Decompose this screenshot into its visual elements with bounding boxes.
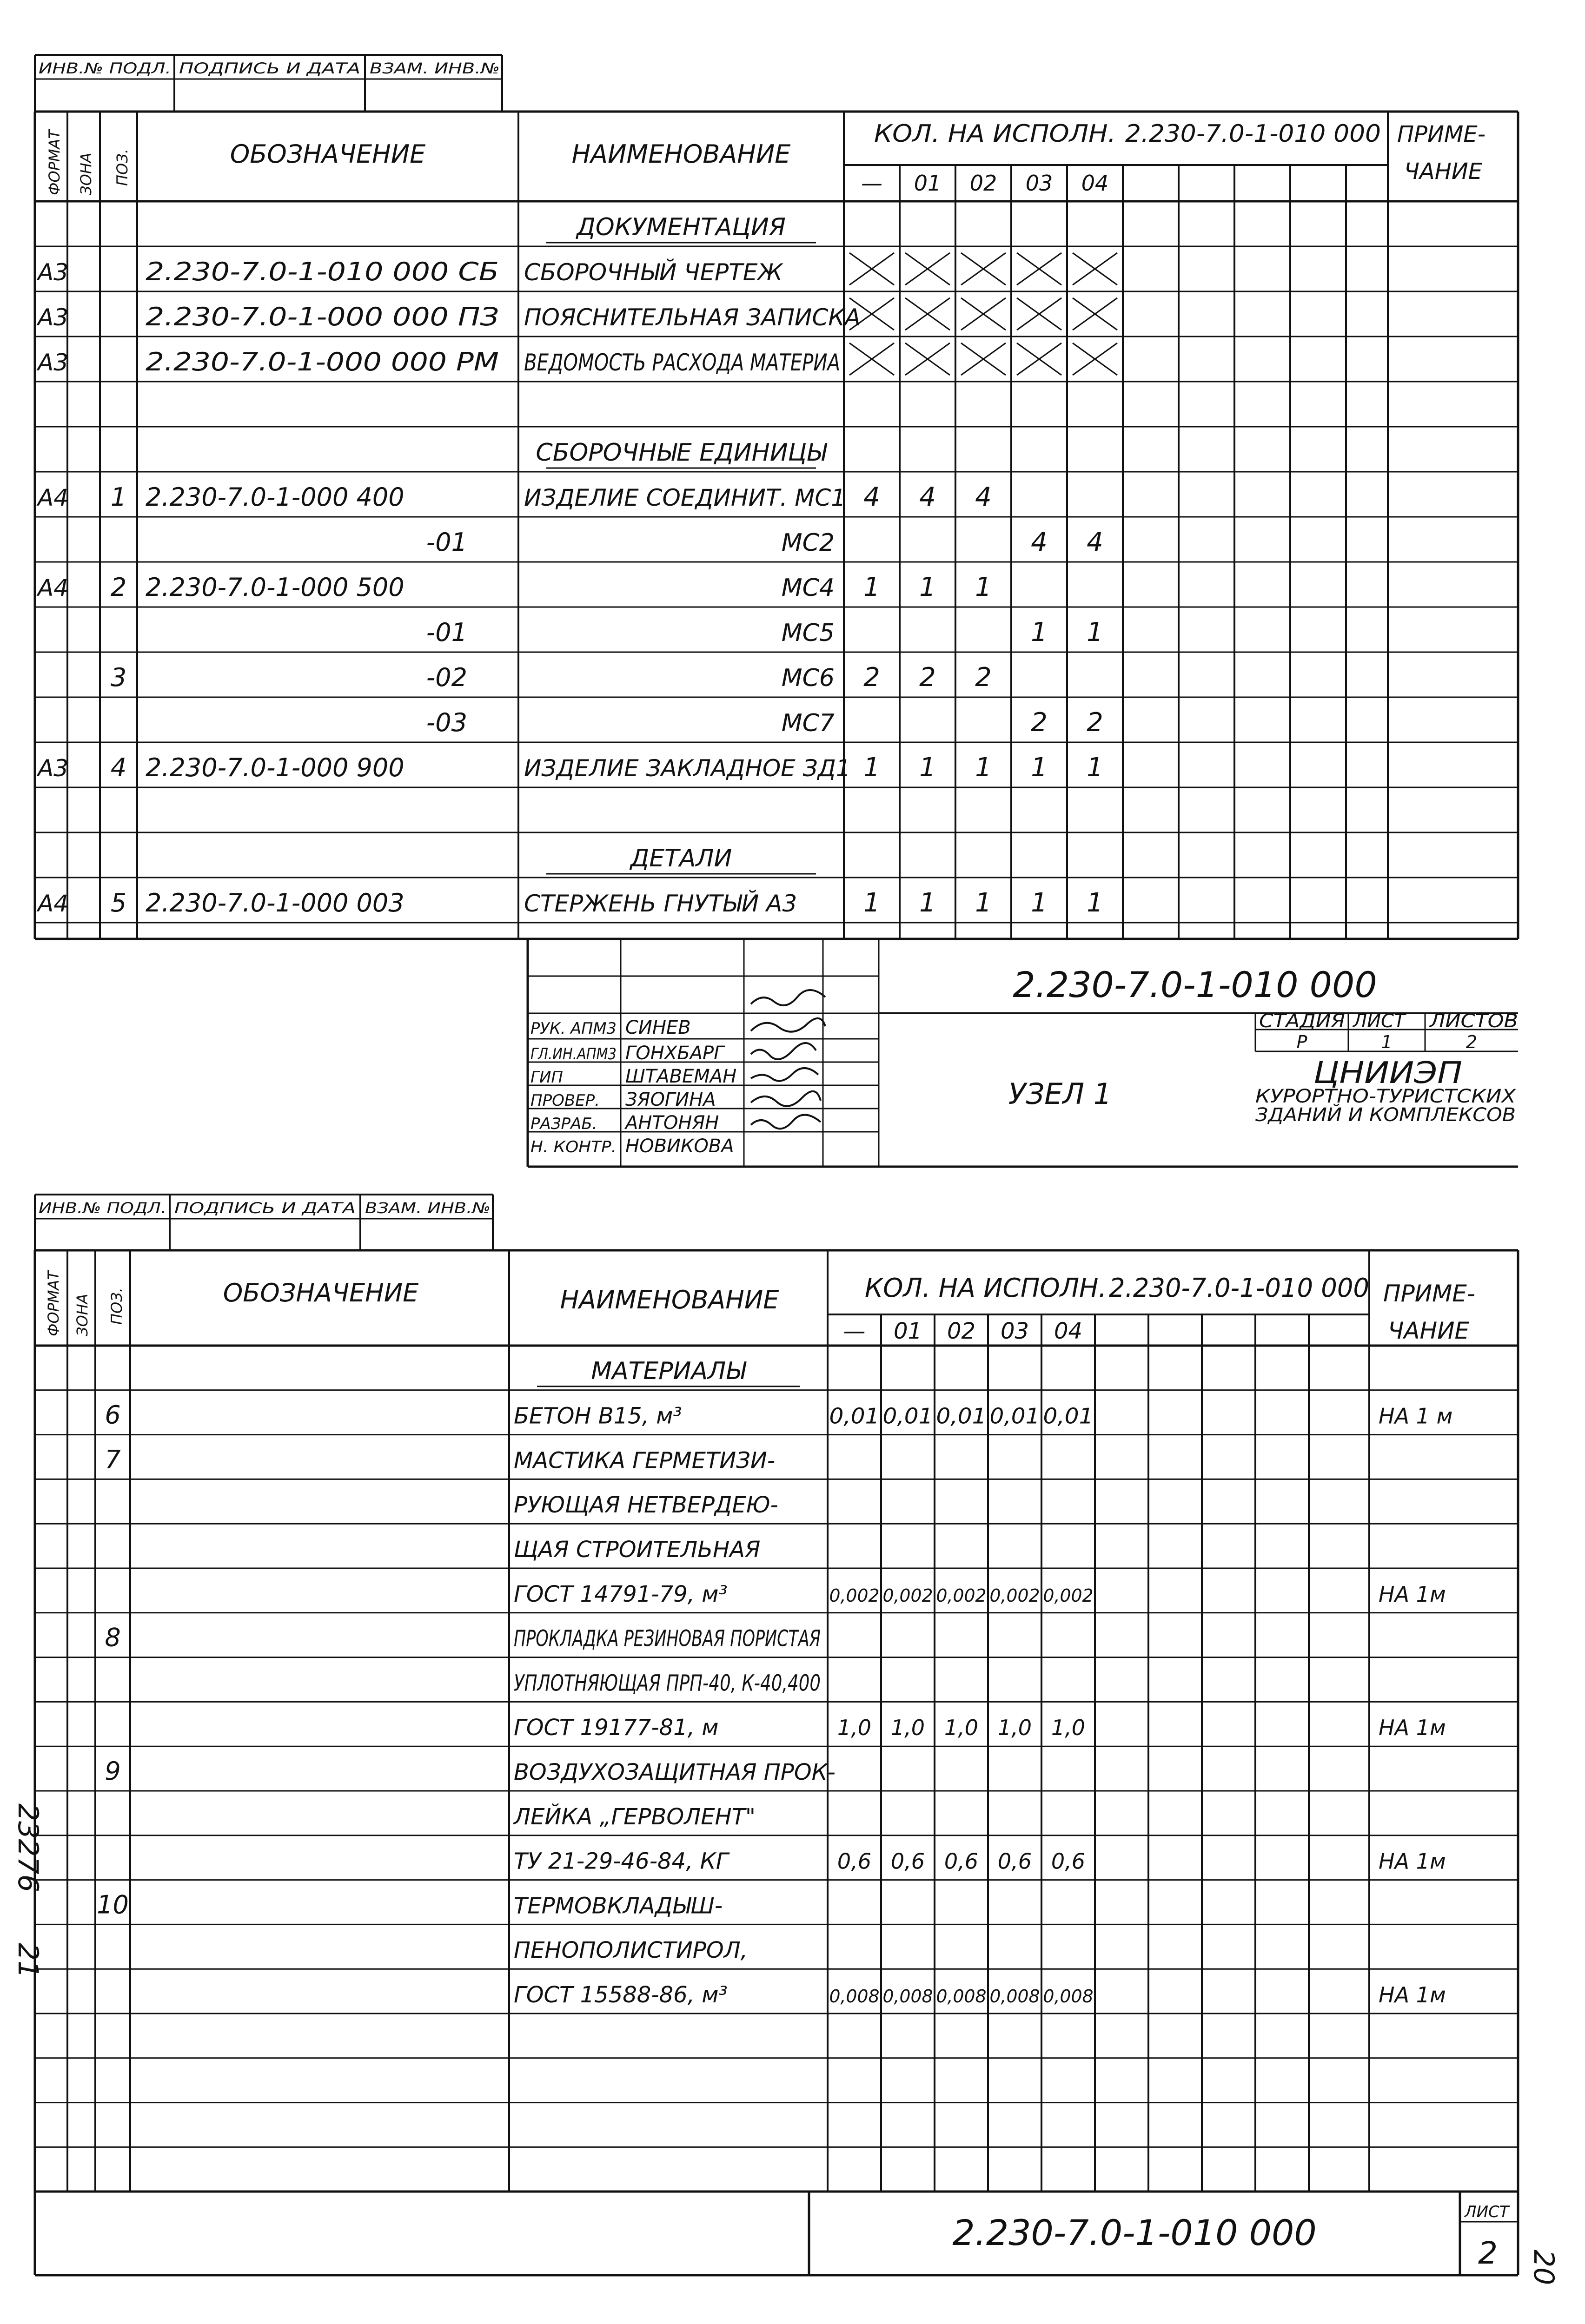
organization-sub-2: ЗДАНИЙ И КОМПЛЕКСОВ <box>1255 1104 1499 1126</box>
archive-number: 23276 <box>12 1803 44 1892</box>
row-qty: 0,002 <box>936 1585 987 1606</box>
col-header-qty-code: 2.230-7.0-1-010 000 <box>1125 120 1381 148</box>
col-header-qty: КОЛ. НА ИСПОЛН. <box>874 120 1116 148</box>
row-note: НА 1м <box>1379 1715 1446 1741</box>
footer-drawing-code: 2.230-7.0-1-010 000 <box>952 2212 1317 2253</box>
sheet-label: ЛИСТ <box>1353 1010 1406 1032</box>
row-pos: 6 <box>105 1400 121 1430</box>
row-qty: 0,01 <box>989 1403 1040 1429</box>
handwritten-signature <box>751 1018 825 1032</box>
row-format: А3 <box>38 304 69 331</box>
row-name: УПЛОТНЯЮЩАЯ ПРП-40, К-40,400 <box>514 1670 821 1697</box>
row-name: МС2 <box>781 529 835 557</box>
col-header-note-2: ЧАНИЕ <box>1388 1317 1470 1344</box>
drawing-title: УЗЕЛ 1 <box>1008 1077 1112 1111</box>
col-header-zone: ЗОНА <box>73 1294 91 1336</box>
sheets-label: ЛИСТОВ <box>1428 1010 1518 1032</box>
variant-header-1: 01 <box>914 171 942 196</box>
organization-sub-1: КУРОРТНО-ТУРИСТСКИХ <box>1255 1086 1517 1107</box>
row-qty: 1 <box>863 753 880 783</box>
row-qty: 1 <box>919 572 936 602</box>
signer-role: ПРОВЕР. <box>531 1091 600 1110</box>
row-qty: 2 <box>1087 707 1103 738</box>
row-qty: 1,0 <box>837 1715 872 1741</box>
row-pos: 8 <box>105 1623 121 1652</box>
row-qty: 4 <box>919 482 936 512</box>
row-qty: 1,0 <box>944 1715 979 1741</box>
stamp-signature-date-label: ПОДПИСЬ И ДАТА <box>174 1199 356 1217</box>
row-pos: 2 <box>110 573 127 602</box>
row-name: МС7 <box>781 709 835 737</box>
row-qty: 4 <box>1031 527 1048 557</box>
stage-label: СТАДИЯ <box>1259 1010 1345 1032</box>
row-qty: 0,01 <box>882 1403 933 1429</box>
variant-header-0: — <box>861 171 882 196</box>
footer-sheet-value: 2 <box>1478 2235 1498 2271</box>
row-name: МС6 <box>781 664 835 692</box>
drawing-code: 2.230-7.0-1-010 000 <box>1013 964 1377 1005</box>
row-format: А4 <box>38 484 69 511</box>
row-qty: 0,6 <box>1051 1849 1086 1874</box>
row-qty: 0,002 <box>882 1585 933 1606</box>
row-designation: 2.230-7.0-1-000 400 <box>146 482 405 512</box>
row-designation: 2.230-7.0-1-000 000 РМ <box>146 347 499 376</box>
row-name: ПЕНОПОЛИСТИРОЛ, <box>514 1937 748 1964</box>
sheet-value: 1 <box>1381 1032 1393 1052</box>
row-qty: 1 <box>919 753 936 783</box>
row-designation: -01 <box>426 618 467 647</box>
row-name: ЛЕЙКА „ГЕРВОЛЕНТ" <box>514 1803 756 1830</box>
row-qty: 4 <box>975 482 992 512</box>
row-name: БЕТОН В15, м³ <box>514 1403 682 1429</box>
col-header-qty: КОЛ. НА ИСПОЛН. <box>865 1273 1107 1303</box>
row-designation: -03 <box>426 708 467 737</box>
stamp-inv-podl-label: ИНВ.№ ПОДЛ. <box>39 1199 166 1217</box>
variant-header-4: 04 <box>1054 1318 1083 1344</box>
col-header-pos: ПОЗ. <box>108 1287 126 1325</box>
row-format: А4 <box>38 890 69 917</box>
row-name: МС5 <box>781 619 835 647</box>
stamp-vzam-inv-label: ВЗАМ. ИНВ.№ <box>370 59 500 77</box>
variant-header-4: 04 <box>1081 171 1109 196</box>
row-name: ТУ 21-29-46-84, КГ <box>514 1848 729 1875</box>
row-name: ИЗДЕЛИЕ ЗАКЛАДНОЕ ЗД1 <box>524 755 851 782</box>
row-name: СБОРОЧНЫЙ ЧЕРТЕЖ <box>524 259 783 286</box>
col-header-zone: ЗОНА <box>77 152 95 195</box>
handwritten-signature <box>751 1091 821 1106</box>
section-heading: МАТЕРИАЛЫ <box>591 1357 746 1385</box>
section-heading: ДОКУМЕНТАЦИЯ <box>577 213 786 241</box>
col-header-format: ФОРМАТ <box>46 129 63 195</box>
handwritten-signature <box>751 990 825 1005</box>
variant-header-3: 03 <box>1025 171 1053 196</box>
row-name: ИЗДЕЛИЕ СОЕДИНИТ. МС1 <box>524 484 846 511</box>
signer-role: ГИП <box>531 1068 563 1087</box>
row-format: А3 <box>38 349 69 376</box>
row-qty: 1 <box>1087 617 1103 647</box>
section-heading: ДЕТАЛИ <box>630 845 732 872</box>
signer-role: Н. КОНТР. <box>531 1138 617 1156</box>
row-pos: 10 <box>97 1890 129 1920</box>
col-header-designation: ОБОЗНАЧЕНИЕ <box>223 1278 419 1307</box>
row-designation: 2.230-7.0-1-000 500 <box>146 573 405 602</box>
row-qty: 1 <box>919 888 936 918</box>
row-designation: -01 <box>426 528 467 557</box>
variant-header-0: — <box>843 1318 866 1344</box>
stamp-inv-podl-label: ИНВ.№ ПОДЛ. <box>39 59 171 77</box>
row-name: ГОСТ 19177-81, м <box>514 1715 719 1741</box>
row-designation: -02 <box>426 663 467 692</box>
row-qty: 0,002 <box>829 1585 880 1606</box>
row-qty: 1 <box>863 888 880 918</box>
row-format: А3 <box>38 755 69 782</box>
signer-name: ЗЯОГИНА <box>625 1089 716 1110</box>
row-qty: 0,6 <box>890 1849 925 1874</box>
row-qty: 4 <box>1087 527 1103 557</box>
row-qty: 1 <box>975 572 992 602</box>
row-qty: 4 <box>863 482 880 512</box>
row-qty: 1 <box>975 753 992 783</box>
col-header-name: НАИМЕНОВАНИЕ <box>571 139 791 169</box>
row-designation: 2.230-7.0-1-010 000 СБ <box>146 257 499 286</box>
col-header-note-2: ЧАНИЕ <box>1404 158 1483 185</box>
row-pos: 9 <box>105 1756 121 1786</box>
archive-page: 21 <box>12 1943 44 1979</box>
row-note: НА 1 м <box>1379 1403 1453 1429</box>
signer-name: ШТАВЕМАН <box>625 1066 737 1087</box>
row-qty: 0,6 <box>944 1849 979 1874</box>
section-heading: СБОРОЧНЫЕ ЕДИНИЦЫ <box>536 439 827 467</box>
signer-name: СИНЕВ <box>625 1017 691 1038</box>
row-qty: 1,0 <box>890 1715 925 1741</box>
handwritten-signature <box>751 1115 821 1129</box>
row-pos: 3 <box>110 663 127 692</box>
row-qty: 1,0 <box>997 1715 1032 1741</box>
row-qty: 1 <box>1031 753 1048 783</box>
signer-role: РАЗРАБ. <box>531 1115 597 1133</box>
row-note: НА 1м <box>1379 1581 1446 1607</box>
row-name: ГОСТ 14791-79, м³ <box>514 1581 728 1607</box>
variant-header-3: 03 <box>1000 1318 1029 1344</box>
row-qty: 2 <box>919 662 936 693</box>
stage-value: Р <box>1296 1032 1307 1052</box>
row-note: НА 1м <box>1379 1849 1446 1874</box>
row-qty: 2 <box>863 662 880 693</box>
stamp-vzam-inv-label: ВЗАМ. ИНВ.№ <box>365 1199 491 1217</box>
stamp-signature-date-label: ПОДПИСЬ И ДАТА <box>179 59 360 77</box>
variant-header-1: 01 <box>893 1318 922 1344</box>
row-qty: 1,0 <box>1051 1715 1086 1741</box>
col-header-qty-code: 2.230-7.0-1-010 000 <box>1109 1273 1369 1303</box>
signer-role: РУК. АПМ3 <box>531 1019 617 1038</box>
row-qty: 1 <box>975 888 992 918</box>
row-pos: 1 <box>110 482 127 512</box>
row-format: А3 <box>38 259 69 286</box>
row-name: ГОСТ 15588-86, м³ <box>514 1982 728 2008</box>
row-qty: 0,008 <box>936 1986 987 2007</box>
row-pos: 5 <box>110 888 127 918</box>
row-designation: 2.230-7.0-1-000 900 <box>146 753 405 782</box>
row-pos: 4 <box>110 753 127 782</box>
signer-name: АНТОНЯН <box>625 1112 719 1134</box>
footer-sheet-label: ЛИСТ <box>1465 2203 1509 2221</box>
row-qty: 0,002 <box>989 1585 1040 1606</box>
signer-name: ГОНХБАРГ <box>625 1043 724 1064</box>
row-qty: 1 <box>1031 888 1048 918</box>
row-qty: 0,6 <box>997 1849 1032 1874</box>
row-name: ЩАЯ СТРОИТЕЛЬНАЯ <box>514 1537 761 1563</box>
row-format: А4 <box>38 574 69 601</box>
row-name: РУЮЩАЯ НЕТВЕРДЕЮ- <box>514 1492 778 1519</box>
row-qty: 1 <box>1031 617 1048 647</box>
col-header-format: ФОРМАТ <box>45 1270 62 1336</box>
row-designation: 2.230-7.0-1-000 000 ПЗ <box>146 302 499 331</box>
row-note: НА 1м <box>1379 1982 1446 2007</box>
handwritten-signature <box>751 1043 816 1059</box>
col-header-note-1: ПРИМЕ- <box>1397 121 1486 147</box>
organization-name: ЦНИИЭП <box>1313 1056 1462 1090</box>
row-name: ПОЯСНИТЕЛЬНАЯ ЗАПИСКА <box>524 304 861 331</box>
row-qty: 1 <box>1087 888 1103 918</box>
signer-name: НОВИКОВА <box>625 1136 734 1157</box>
col-header-designation: ОБОЗНАЧЕНИЕ <box>230 139 426 169</box>
row-designation: 2.230-7.0-1-000 003 <box>146 888 405 918</box>
variant-header-2: 02 <box>947 1318 976 1344</box>
row-qty: 0,008 <box>1043 1986 1094 2007</box>
row-name: МС4 <box>781 574 835 602</box>
row-qty: 2 <box>1031 707 1048 738</box>
handwritten-signature <box>751 1068 818 1081</box>
row-name: СТЕРЖЕНЬ ГНУТЫЙ А3 <box>524 890 797 917</box>
row-name: ВЕДОМОСТЬ РАСХОДА МАТЕРИА <box>524 349 840 376</box>
col-header-note-1: ПРИМЕ- <box>1383 1280 1475 1307</box>
row-pos: 7 <box>105 1445 121 1474</box>
row-name: МАСТИКА ГЕРМЕТИЗИ- <box>514 1447 776 1474</box>
row-qty: 0,002 <box>1043 1585 1094 1606</box>
variant-header-2: 02 <box>969 171 997 196</box>
col-header-pos: ПОЗ. <box>113 149 131 186</box>
row-qty: 0,008 <box>829 1986 880 2007</box>
row-qty: 0,6 <box>837 1849 872 1874</box>
row-name: ВОЗДУХОЗАЩИТНАЯ ПРОК- <box>514 1759 836 1785</box>
row-qty: 1 <box>863 572 880 602</box>
row-qty: 2 <box>975 662 992 693</box>
sheets-value: 2 <box>1466 1032 1478 1052</box>
row-qty: 0,01 <box>936 1403 987 1429</box>
col-header-name: НАИМЕНОВАНИЕ <box>560 1285 779 1314</box>
row-qty: 1 <box>1087 753 1103 783</box>
row-qty: 0,01 <box>829 1403 880 1429</box>
row-qty: 0,01 <box>1043 1403 1094 1429</box>
row-name: ТЕРМОВКЛАДЫШ- <box>514 1893 723 1919</box>
row-qty: 0,008 <box>882 1986 933 2007</box>
row-qty: 0,008 <box>989 1986 1040 2007</box>
page-number: 20 <box>1527 2250 1560 2285</box>
row-name: ПРОКЛАДКА РЕЗИНОВАЯ ПОРИСТАЯ <box>514 1625 821 1652</box>
signer-role: ГЛ.ИН.АПМ3 <box>531 1045 617 1063</box>
